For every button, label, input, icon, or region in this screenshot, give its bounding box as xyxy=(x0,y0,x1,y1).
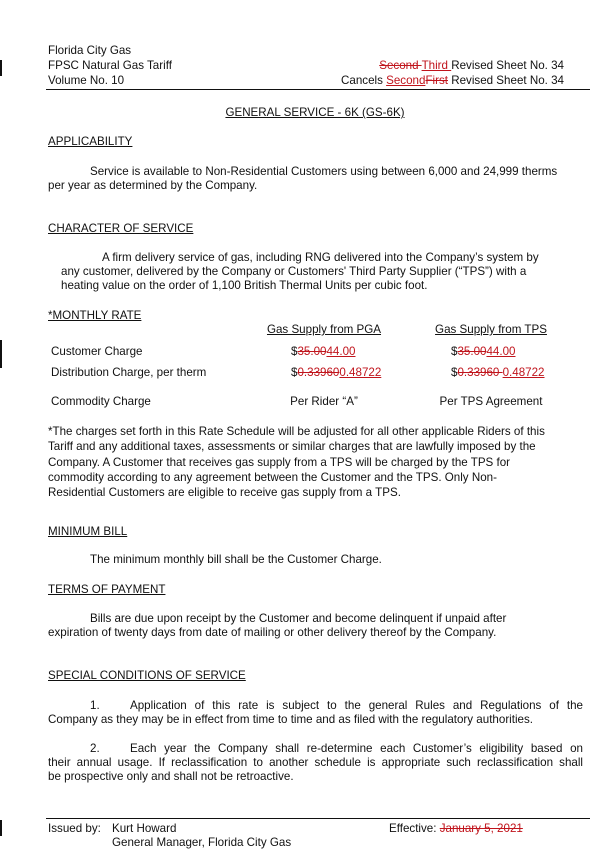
header-sheet xyxy=(379,59,564,72)
new-value: 0.48722 xyxy=(502,366,545,379)
issued-by-label: Issued by: xyxy=(48,822,101,835)
page-title: GENERAL SERVICE - 6K (GS-6K) xyxy=(225,106,405,119)
currency-symbol: $ xyxy=(291,345,298,358)
footnote-line: Tariff and any additional taxes, assessments or similar charges that are lawfully imposed by the xyxy=(48,440,536,454)
new-value: 44.00 xyxy=(486,345,516,358)
customer-charge-tps xyxy=(451,345,515,358)
minimum-bill-heading: MINIMUM BILL xyxy=(48,525,128,538)
distribution-charge-tps xyxy=(451,366,545,379)
cancels-prefix: Cancels xyxy=(341,74,387,87)
footnote-line: Company. A Customer that receives gas supply from a TPS will be charged by the TPS for xyxy=(48,455,511,469)
special-conditions-heading: SPECIAL CONDITIONS OF SERVICE xyxy=(48,669,246,682)
footnote-line: commodity according to any agreement between the Customer and the TPS. Only Non- xyxy=(48,470,497,484)
applicability-line1: Service is available to Non-Residential Customers using between 6,000 and 24,999 therms xyxy=(90,165,558,178)
issued-by-title: General Manager, Florida City Gas xyxy=(112,836,292,849)
footnote-line: Residential Customers are eligible to receive gas supply from a TPS. xyxy=(48,486,401,500)
item2-line3: be prospective only and shall not be retroactive. xyxy=(48,770,294,783)
footer-rule xyxy=(46,818,590,819)
change-bar xyxy=(0,820,2,836)
old-value: 0.33960 xyxy=(297,366,340,379)
effective-date-deleted: January 5, 2021 xyxy=(439,822,523,835)
sheet-inserted-text: Third xyxy=(421,59,452,72)
item-number: 1. xyxy=(90,699,100,712)
applicability-heading: APPLICABILITY xyxy=(48,135,133,148)
change-bar xyxy=(0,60,2,76)
sheet-rest-text: Revised Sheet No. 34 xyxy=(451,59,564,72)
terms-line1: Bills are due upon receipt by the Customer and become delinquent if unpaid after xyxy=(90,612,507,625)
applicability-line2: per year as determined by the Company. xyxy=(48,179,258,192)
col-header-pga: Gas Supply from PGA xyxy=(266,323,382,336)
customer-charge-pga xyxy=(291,345,355,358)
effective-label: Effective: xyxy=(389,822,440,835)
old-value: 35.00 xyxy=(457,345,487,358)
header-company: Florida City Gas xyxy=(48,44,132,57)
currency-symbol: $ xyxy=(451,345,458,358)
header-volume: Volume No. 10 xyxy=(48,74,125,87)
distribution-charge-pga xyxy=(291,366,381,379)
rate-footnote xyxy=(48,424,580,500)
cancels-rest-text: Revised Sheet No. 34 xyxy=(447,74,564,87)
change-bar xyxy=(0,340,2,368)
new-value: 0.48722 xyxy=(339,366,382,379)
minimum-bill-text: The minimum monthly bill shall be the Customer Charge. xyxy=(90,553,382,566)
effective-date xyxy=(389,822,523,835)
col-header-tps: Gas Supply from TPS xyxy=(435,323,547,336)
item1-line2: Company as they may be in effect from time to time and as filed with the regulatory authorities. xyxy=(48,713,534,726)
currency-symbol: $ xyxy=(451,366,458,379)
item2-line1: Each year the Company shall re-determine each Customer’s eligibility based on xyxy=(130,742,583,755)
rate-heading: *MONTHLY RATE xyxy=(48,309,142,322)
item-number: 2. xyxy=(90,742,100,755)
terms-line2: expiration of twenty days from date of mailing or other delivery thereof by the Company. xyxy=(48,626,497,639)
old-value: 0.33960 xyxy=(457,366,503,379)
header-rule xyxy=(46,89,590,90)
row-label-distribution-charge: Distribution Charge, per therm xyxy=(51,366,207,379)
character-line2: any customer, delivered by the Company or Customers' Third Party Supplier (“TPS”) with a xyxy=(61,265,527,278)
cancels-inserted-text: Second xyxy=(386,74,426,87)
character-line3: heating value on the order of 1,100 British Thermal Units per cubic foot. xyxy=(61,279,428,292)
header-cancels xyxy=(341,74,564,87)
currency-symbol: $ xyxy=(291,366,298,379)
terms-heading: TERMS OF PAYMENT xyxy=(48,583,166,596)
item2-line2: their annual usage. If reclassification to another schedule is appropriate such reclassification shall xyxy=(48,756,583,769)
character-heading: CHARACTER OF SERVICE xyxy=(48,222,194,235)
item1-line1: Application of this rate is subject to the general Rules and Regulations of the xyxy=(130,699,583,712)
character-line1: A firm delivery service of gas, including RNG delivered into the Company’s system by xyxy=(102,251,539,264)
new-value: 44.00 xyxy=(326,345,356,358)
row-label-commodity-charge: Commodity Charge xyxy=(51,395,151,408)
old-value: 35.00 xyxy=(297,345,327,358)
row-label-customer-charge: Customer Charge xyxy=(51,345,143,358)
commodity-tps: Per TPS Agreement xyxy=(439,395,543,408)
issued-by-name: Kurt Howard xyxy=(112,822,177,835)
commodity-pga: Per Rider “A” xyxy=(290,395,358,408)
footnote-line: *The charges set forth in this Rate Schedule will be adjusted for all other applicable Riders of this xyxy=(48,425,545,438)
sheet-deleted-text: Second xyxy=(379,59,422,72)
cancels-deleted-text: First xyxy=(425,74,448,87)
header-tariff: FPSC Natural Gas Tariff xyxy=(48,59,172,72)
